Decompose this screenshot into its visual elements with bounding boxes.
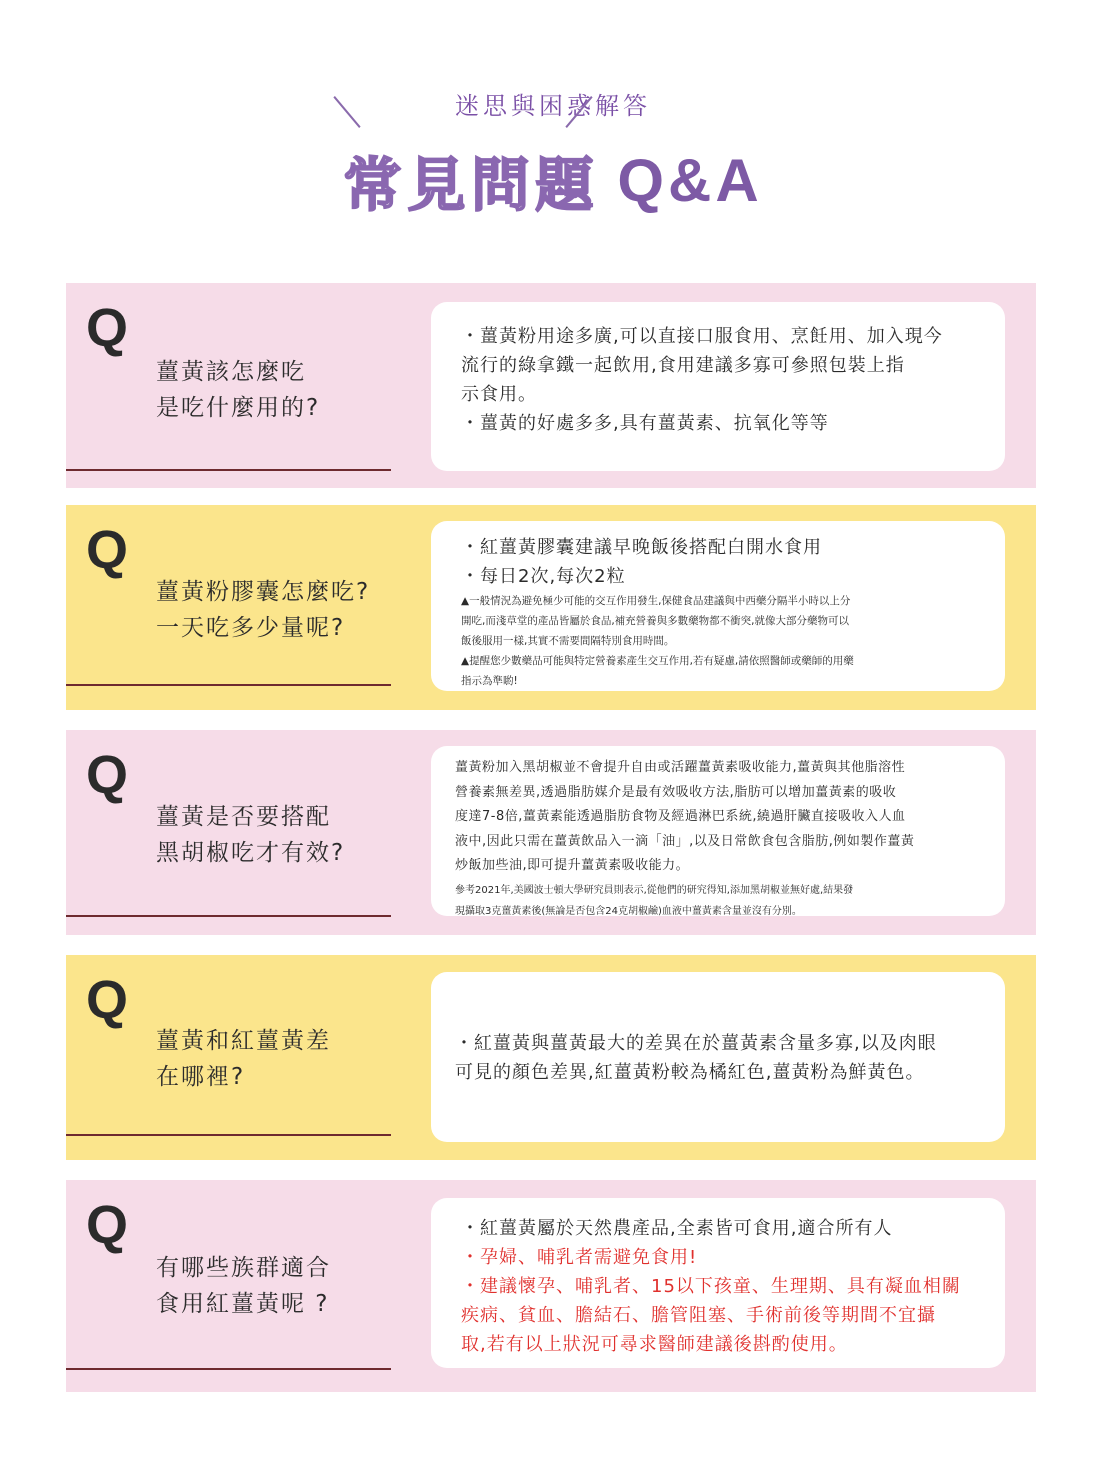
answer-footnote: 現攝取3克薑黃素後(無論是否包含24克胡椒鹼)血液中薑黃素含量並沒有分別。 — [455, 905, 802, 917]
question-text: 薑黃粉膠囊怎麼吃? 一天吃多少量呢? — [156, 579, 371, 641]
answer-line: 營養素無差異,透過脂肪媒介是最有效吸收方法,脂肪可以增加薑黃素的吸收 — [455, 784, 897, 800]
qa-panel-3 — [66, 730, 1036, 935]
answer-line: 可見的顏色差異,紅薑黃粉較為橘紅色,薑黃粉為鮮黃色。 — [455, 1062, 925, 1083]
qa-panel-5 — [66, 1180, 1036, 1392]
question-underline — [66, 915, 391, 917]
question-underline — [66, 469, 391, 471]
answer-line: 薑黃粉加入黑胡椒並不會提升自由或活躍薑黃素吸收能力,薑黃與其他脂溶性 — [455, 760, 906, 775]
q-mark: Q — [86, 745, 129, 805]
answer-line: 炒飯加些油,即可提升薑黃素吸收能力。 — [455, 858, 690, 873]
answer-warning-line: ・孕婦、哺乳者需避免食用! — [461, 1247, 698, 1268]
answer-line: ・薑黃的好處多多,具有薑黃素、抗氧化等等 — [461, 413, 829, 434]
q-mark: Q — [86, 520, 129, 580]
answer-line: 液中,因此只需在薑黃飲品入一滴「油」,以及日常飲食包含脂肪,例如製作薑黃 — [455, 833, 915, 849]
answer-line: ・每日2次,每次2粒 — [461, 566, 626, 587]
question-text: 有哪些族群適合 食用紅薑黃呢 ? — [156, 1255, 331, 1317]
answer-card — [431, 746, 1005, 916]
answer-note: 飯後服用一樣,其實不需要間隔特別食用時間。 — [461, 635, 675, 647]
answer-footnote: 參考2021年,美國波士頓大學研究員則表示,從他們的研究得知,添加黑胡椒並無好處,結果發 — [455, 884, 854, 896]
question-underline — [66, 1134, 391, 1136]
header-subtitle: 迷思與困惑解答 — [455, 92, 651, 120]
question-text: 薑黃和紅薑黃差 在哪裡? — [156, 1028, 331, 1090]
answer-warning-line: 取,若有以上狀況可尋求醫師建議後斟酌使用。 — [461, 1334, 848, 1355]
q-mark: Q — [86, 1195, 129, 1255]
qa-panel-2 — [66, 505, 1036, 710]
answer-line: ・紅薑黃與薑黃最大的差異在於薑黃素含量多寡,以及肉眼 — [455, 1033, 937, 1054]
q-mark: Q — [86, 970, 129, 1030]
question-underline — [66, 684, 391, 686]
question-text: 薑黃該怎麼吃 是吃什麼用的? — [156, 359, 321, 421]
answer-line: 流行的綠拿鐵一起飲用,食用建議多寡可參照包裝上指 — [461, 355, 905, 376]
qa-panel-1 — [66, 283, 1036, 488]
answer-note: 開吃,而淺草堂的產品皆屬於食品,補充營養與多數藥物都不衝突,就像大部分藥物可以 — [461, 615, 850, 627]
answer-card — [431, 972, 1005, 1142]
answer-line: ・紅薑黃膠囊建議早晚飯後搭配白開水食用 — [461, 537, 822, 558]
answer-warning-line: ・建議懷孕、哺乳者、15以下孩童、生理期、具有凝血相關 — [461, 1276, 961, 1297]
answer-card — [431, 1198, 1005, 1368]
answer-line: 示食用。 — [461, 384, 537, 405]
answer-line: ・紅薑黃屬於天然農產品,全素皆可食用,適合所有人 — [461, 1218, 893, 1239]
question-text: 薑黃是否要搭配 黑胡椒吃才有效? — [156, 804, 346, 866]
answer-note: ▲一般情況為避免極少可能的交互作用發生,保健食品建議與中西藥分隔半小時以上分 — [461, 595, 851, 607]
page-title — [0, 138, 1106, 222]
page-title-cjk: 常見問題 — [343, 151, 600, 219]
qa-panel-4 — [66, 955, 1036, 1160]
answer-warning-line: 疾病、貧血、膽結石、膽管阻塞、手術前後等期間不宜攝 — [461, 1305, 936, 1326]
answer-line: 度達7-8倍,薑黃素能透過脂肪食物及經過淋巴系統,繞過肝臟直接吸收入人血 — [455, 809, 906, 824]
question-underline — [66, 1368, 391, 1370]
answer-note: 指示為準喲! — [461, 675, 518, 687]
answer-card — [431, 521, 1005, 691]
q-mark: Q — [86, 298, 129, 358]
answer-note: ▲提醒您少數藥品可能與特定營養素產生交互作用,若有疑慮,請依照醫師或藥師的用藥 — [461, 655, 854, 667]
answer-card — [431, 302, 1005, 471]
page-title-qa: Q&A — [617, 146, 763, 214]
page-header — [0, 0, 1106, 270]
answer-line: ・薑黃粉用途多廣,可以直接口服食用、烹飪用、加入現今 — [461, 326, 943, 347]
